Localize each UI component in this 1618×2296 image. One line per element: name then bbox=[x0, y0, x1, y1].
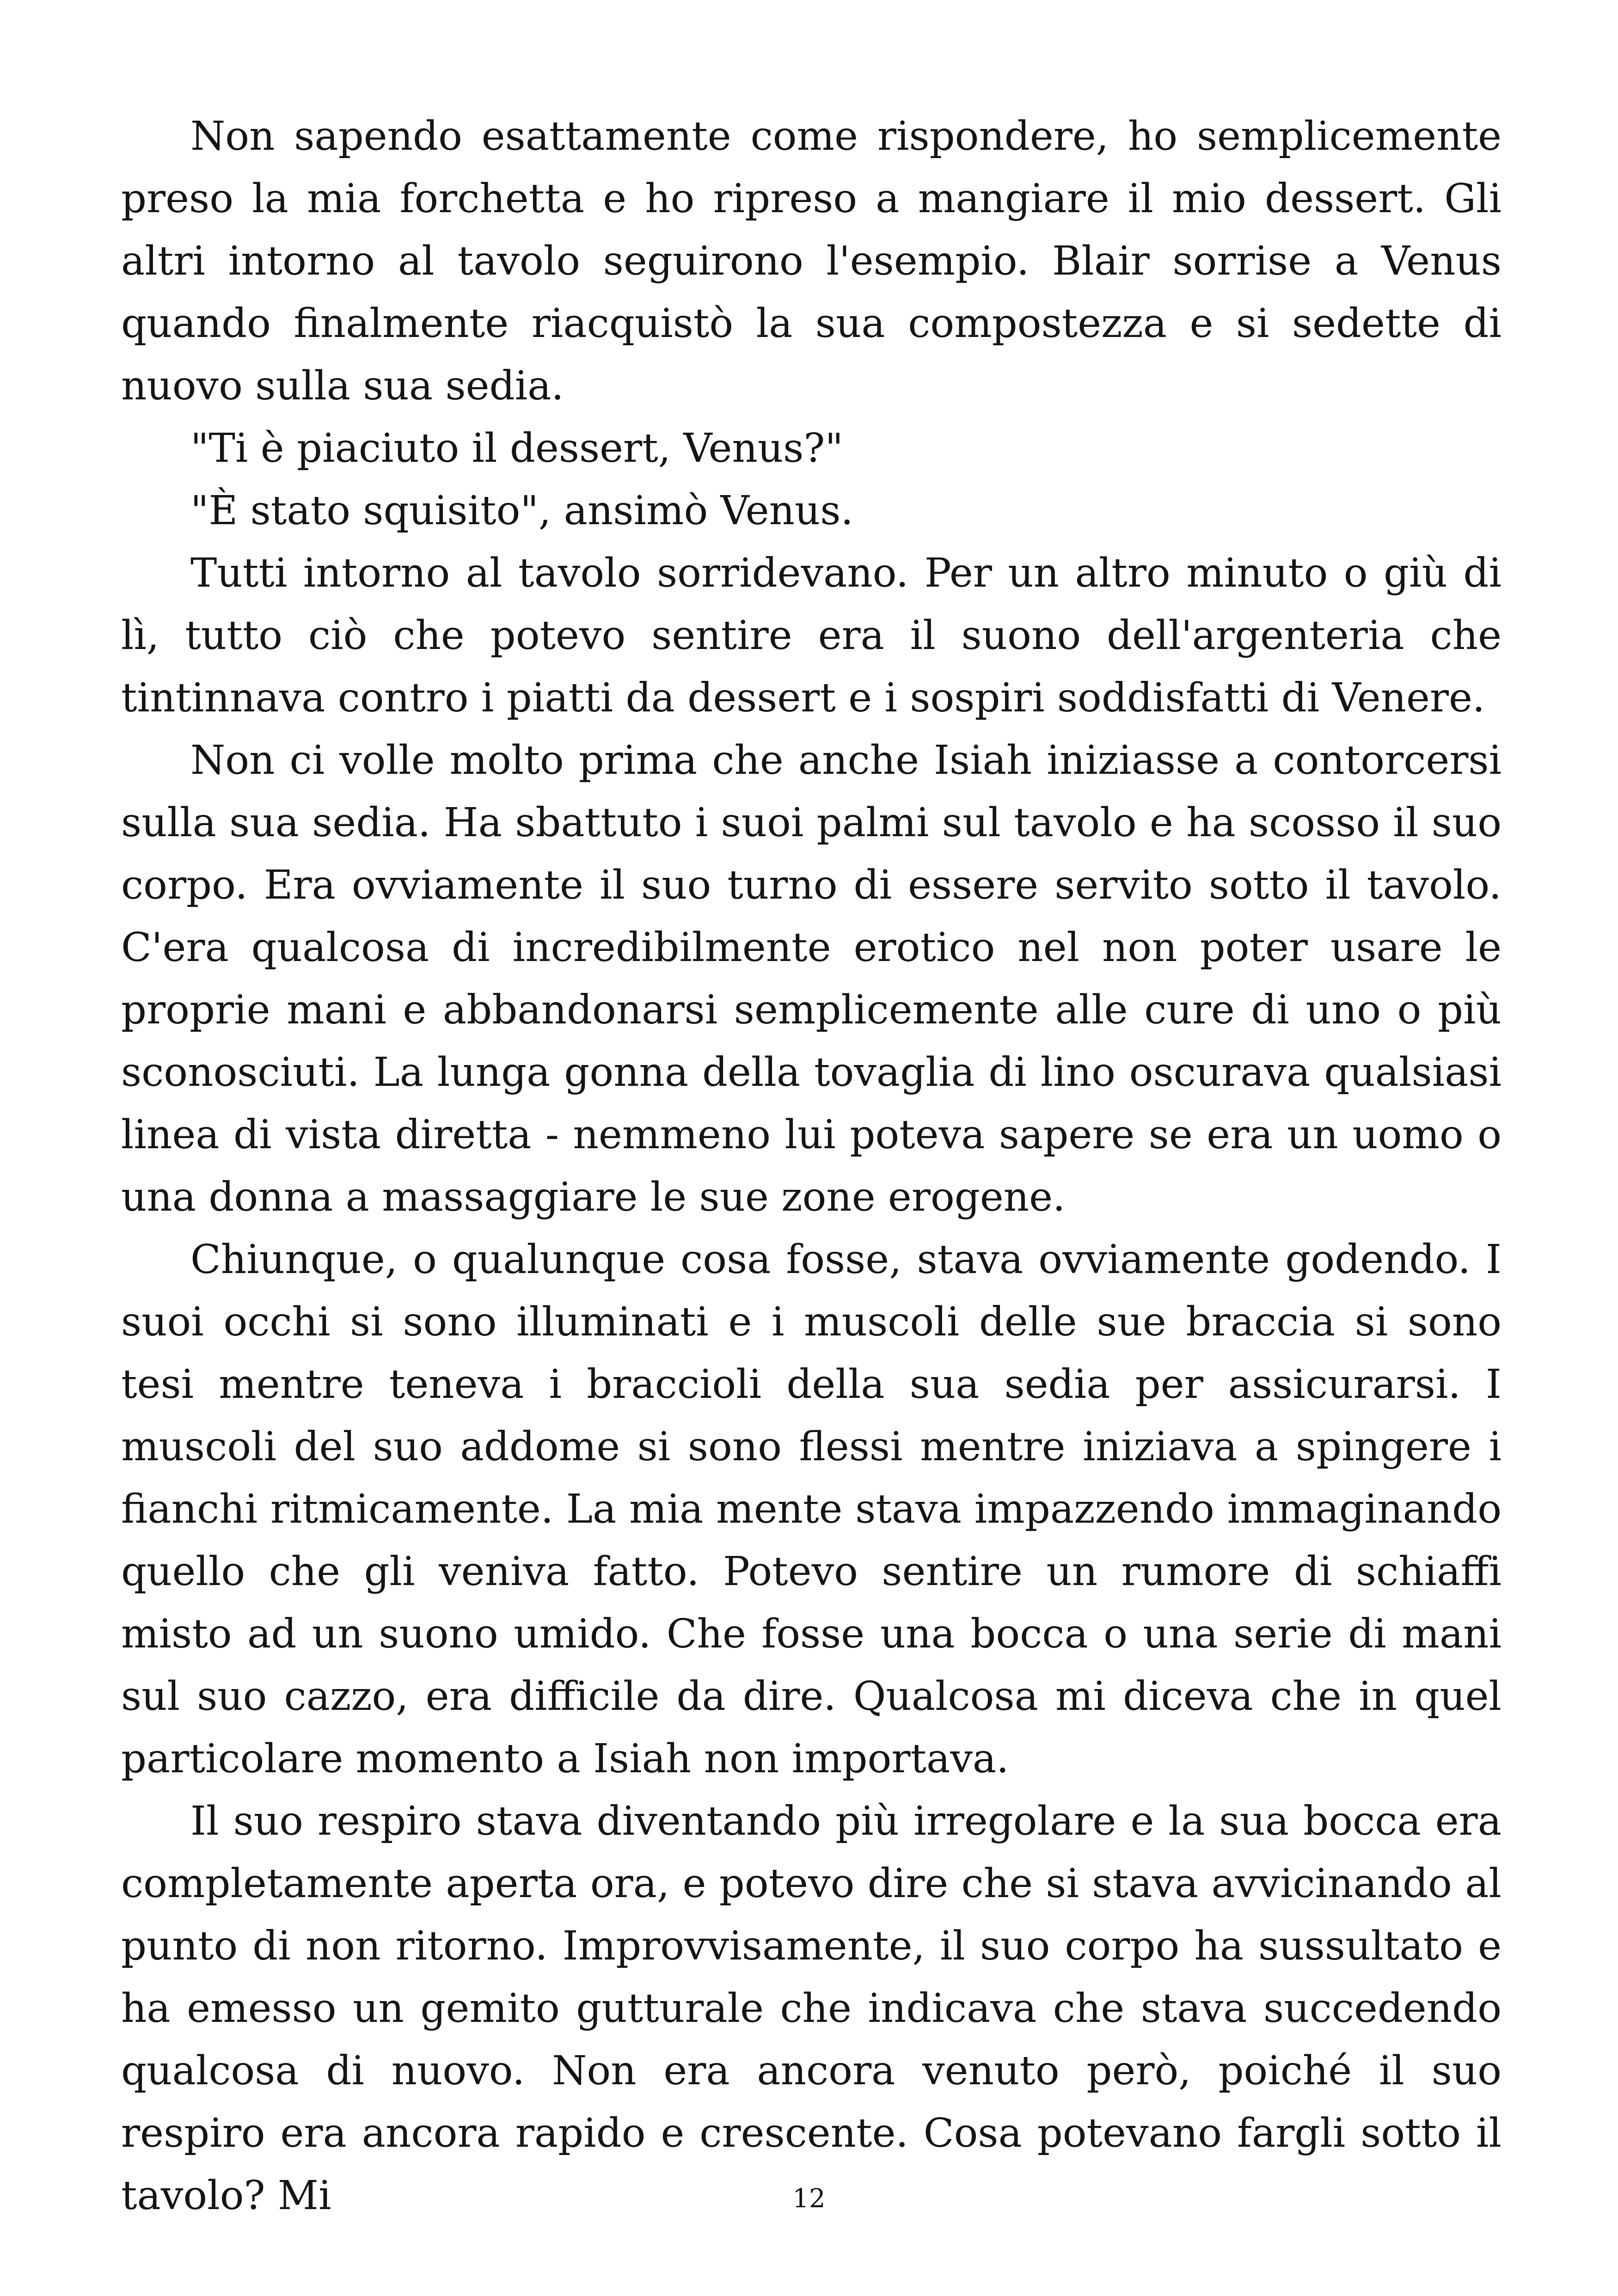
paragraph-3: "È stato squisito", ansimò Venus. bbox=[190, 488, 853, 534]
paragraph-5: Non ci volle molto prima che anche Isiah iniziasse a contorcersi sulla sua sedia. Ha sbattuto i suoi palmi sul tavolo e ha scosso il suo corpo. Era ovviamente il suo turno di essere servito sotto il tavolo. C'era qualcosa di incredibilmente erotico nel non poter usare le proprie mani e abbandonarsi semplicemente alle cure di uno o più sconosciuti. La lunga gonna della tovaglia di lino oscurava qualsiasi linea di vista diretta - nemmeno lui poteva sapere se era un uomo o una donna a massaggiare le sue zone erogene. bbox=[121, 737, 1502, 1220]
page-body bbox=[121, 105, 1502, 2227]
paragraph-2: "Ti è piaciuto il dessert, Venus?" bbox=[190, 425, 844, 471]
page-number: 12 bbox=[792, 2184, 826, 2214]
paragraph-4: Tutti intorno al tavolo sorridevano. Per un altro minuto o giù di lì, tutto ciò che potevo sentire era il suono dell'argenteria che tintinnava contro i piatti da dessert e i sospiri soddisfatti di Venere. bbox=[121, 550, 1502, 721]
paragraph-7: Il suo respiro stava diventando più irregolare e la sua bocca era completamente aperta ora, e potevo dire che si stava avvicinando al punto di non ritorno. Improvvisamente, il suo corpo ha sussultato e ha emesso un gemito gutturale che indicava che stava succedendo qualcosa di nuovo. Non era ancora venuto però, poiché il suo respiro era ancora rapido e crescente. Cosa potevano fargli sotto il tavolo? Mi bbox=[121, 1798, 1502, 2219]
paragraph-6: Chiunque, o qualunque cosa fosse, stava ovviamente godendo. I suoi occhi si sono illuminati e i muscoli delle sue braccia si sono tesi mentre teneva i braccioli della sua sedia per assicurarsi. I muscoli del suo addome si sono flessi mentre iniziava a spingere i fianchi ritmicamente. La mia mente stava impazzendo immaginando quello che gli veniva fatto. Potevo sentire un rumore di schiaffi misto ad un suono umido. Che fosse una bocca o una serie di mani sul suo cazzo, era difficile da dire. Qualcosa mi diceva che in quel particolare momento a Isiah non importava. bbox=[121, 1237, 1502, 1782]
paragraph-1: Non sapendo esattamente come rispondere, ho semplicemente preso la mia forchetta e ho ripreso a mangiare il mio dessert. Gli altri intorno al tavolo seguirono l'esempio. Blair sorrise a Venus quando finalmente riacquistò la sua compostezza e si sedette di nuovo sulla sua sedia. bbox=[121, 113, 1502, 409]
